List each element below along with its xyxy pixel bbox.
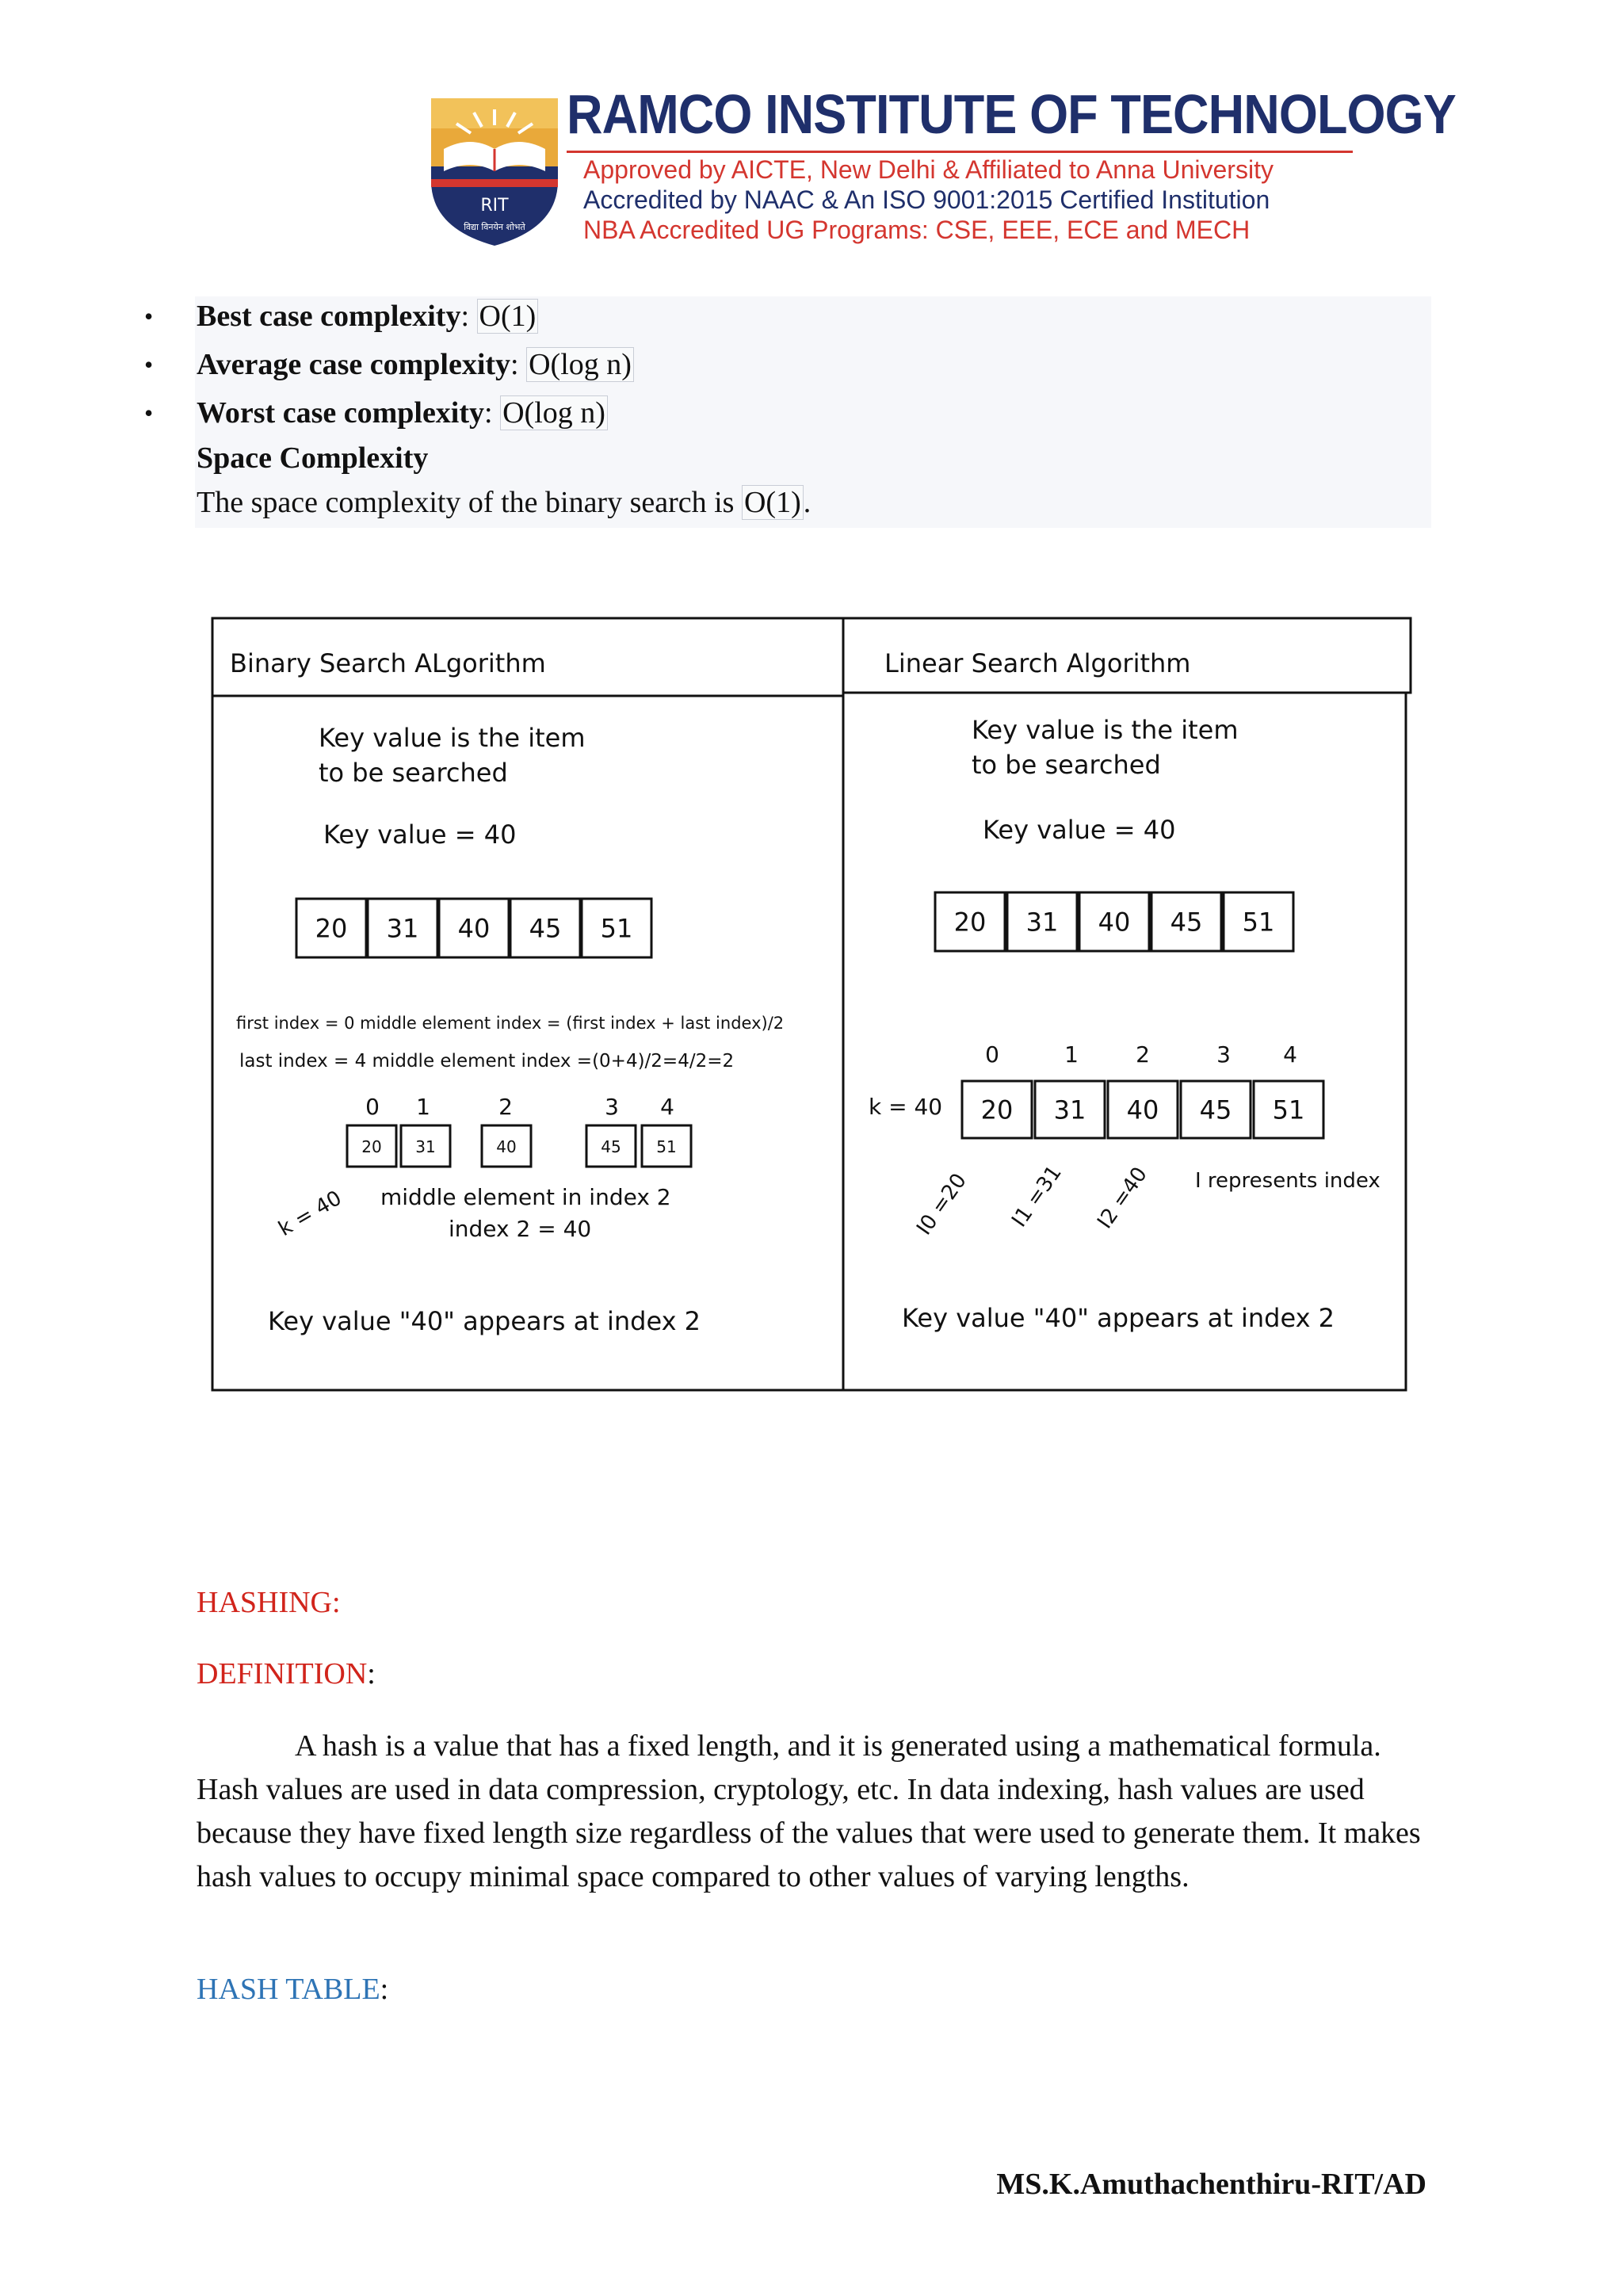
binary-split-cell-value: 40 (496, 1137, 517, 1156)
binary-split-cell-value: 20 (361, 1137, 382, 1156)
list-item: • Average case complexity: O(log n) (144, 345, 634, 393)
binary-formula-1: first index = 0 middle element index = (first index + last index)/2 (236, 1014, 785, 1033)
linear-title: Linear Search Algorithm (884, 648, 1191, 678)
complexity-value: O(log n) (500, 395, 608, 430)
linear-iterations (912, 1161, 1152, 1240)
linear-indexed-cell-value: 40 (1126, 1095, 1159, 1125)
linear-result: Key value "40" appears at index 2 (902, 1303, 1335, 1333)
linear-array-cell-value: 45 (1170, 907, 1203, 938)
linear-indexed-cell-value: 20 (980, 1095, 1014, 1125)
list-item: • Worst case complexity: O(log n) (144, 393, 634, 441)
binary-title: Binary Search ALgorithm (230, 648, 546, 678)
binary-array-cell-value: 51 (600, 913, 633, 944)
binary-formula-2: last index = 4 middle element index =(0+4)/2=4/2=2 (239, 1051, 735, 1072)
linear-iteration-label: I1 =31 (1007, 1161, 1067, 1232)
complexity-value: O(1) (477, 299, 539, 334)
linear-array-indexed (962, 1081, 1323, 1138)
linear-array (935, 892, 1293, 951)
search-algorithms-diagram (198, 602, 1434, 1403)
binary-array-cell-value: 45 (529, 913, 562, 944)
header-accent-line (567, 151, 1353, 153)
linear-array-cell-value: 51 (1242, 907, 1275, 938)
emblem-text: RIT (480, 196, 509, 216)
binary-split-cell-value: 51 (656, 1137, 677, 1156)
linear-iteration-label: I0 =20 (912, 1169, 972, 1240)
institution-name: RAMCO INSTITUTE OF TECHNOLOGY (567, 83, 1456, 145)
institution-logo-emblem (426, 94, 563, 249)
binary-array-cell-value: 20 (315, 913, 348, 944)
binary-index-label: 0 (365, 1094, 380, 1120)
linear-key-value: Key value = 40 (983, 815, 1176, 845)
binary-indices (365, 1094, 674, 1120)
hash-table-heading: HASH TABLE: (197, 1973, 389, 2006)
linear-iteration-label: I2 =40 (1093, 1163, 1152, 1234)
binary-index-label: 4 (660, 1094, 674, 1120)
binary-split-cell-value: 31 (415, 1137, 436, 1156)
binary-split-array (347, 1125, 691, 1167)
binary-key-desc-1: Key value is the item (319, 723, 586, 753)
binary-middle-2: index 2 = 40 (449, 1216, 592, 1242)
list-item: • Best case complexity: O(1) (144, 296, 634, 345)
hashing-heading: HASHING: (197, 1586, 341, 1619)
linear-array-cell-value: 20 (953, 907, 987, 938)
space-complexity-text: The space complexity of the binary search is O(1). (197, 486, 812, 519)
linear-note: I represents index (1195, 1169, 1381, 1193)
binary-result: Key value "40" appears at index 2 (268, 1306, 701, 1336)
space-complexity-heading: Space Complexity (197, 441, 429, 475)
binary-index-label: 1 (416, 1094, 430, 1120)
binary-index-label: 3 (605, 1094, 619, 1120)
binary-array-cell-value: 31 (386, 913, 419, 944)
linear-key-desc-2: to be searched (972, 750, 1161, 780)
linear-k-label: k = 40 (869, 1094, 943, 1120)
linear-index-label: 3 (1216, 1041, 1231, 1068)
linear-index-label: 2 (1136, 1041, 1150, 1068)
binary-array-cell-value: 40 (457, 913, 491, 944)
linear-index-label: 4 (1283, 1041, 1297, 1068)
linear-index-label: 0 (985, 1041, 999, 1068)
linear-array-cell-value: 40 (1098, 907, 1131, 938)
binary-middle-1: middle element in index 2 (380, 1184, 671, 1210)
binary-key-value: Key value = 40 (323, 819, 517, 850)
emblem-motto: विद्या विनयेन शोभते (464, 222, 525, 232)
definition-heading: DEFINITION: (197, 1657, 376, 1690)
hash-definition-paragraph: A hash is a value that has a fixed length, and it is generated using a mathematical formula. Hash values are used in data compression, cryptology, etc. In data indexing, hash values are used because they have fixed length size regardless of the values that were used to generate them. It makes hash values to occupy minimal space compared to other values of varying lengths. (197, 1729, 1421, 1893)
nba-line: NBA Accredited UG Programs: CSE, EEE, ECE and MECH (583, 216, 1251, 244)
accreditation-line: Accredited by NAAC & An ISO 9001:2015 Certified Institution (583, 185, 1270, 214)
linear-indexed-cell-value: 31 (1053, 1095, 1086, 1125)
linear-indices (985, 1041, 1297, 1068)
linear-indexed-cell-value: 45 (1199, 1095, 1232, 1125)
binary-split-cell-value: 45 (601, 1137, 621, 1156)
binary-index-label: 2 (498, 1094, 513, 1120)
linear-indexed-cell-value: 51 (1272, 1095, 1305, 1125)
binary-key-desc-2: to be searched (319, 758, 508, 788)
binary-array (296, 899, 651, 957)
linear-array-cell-value: 31 (1025, 907, 1059, 938)
linear-key-desc-1: Key value is the item (972, 715, 1239, 745)
complexity-value: O(log n) (526, 347, 634, 382)
approval-line: Approved by AICTE, New Delhi & Affiliated to Anna University (583, 155, 1274, 184)
complexity-list (144, 296, 634, 441)
footer-author: MS.K.Amuthachenthiru-RIT/AD (996, 2168, 1426, 2201)
linear-index-label: 1 (1064, 1041, 1079, 1068)
binary-k-label: k = 40 (274, 1186, 346, 1242)
